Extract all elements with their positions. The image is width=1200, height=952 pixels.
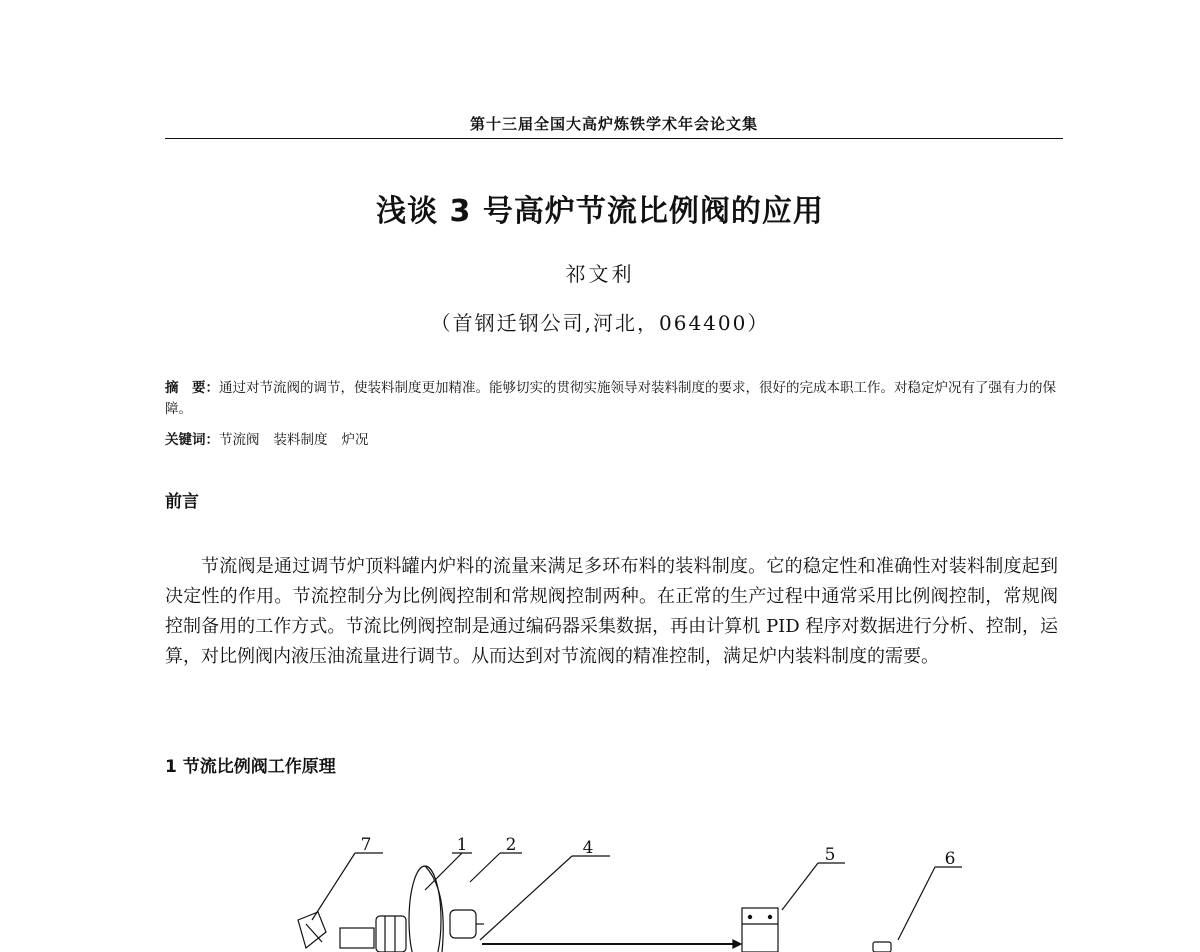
leader-line-1-diag bbox=[425, 853, 462, 890]
keywords bbox=[165, 428, 1063, 448]
header-rule bbox=[165, 138, 1063, 139]
figure-label: 7 bbox=[360, 835, 372, 855]
abstract-text: 通过对节流阀的调节，使装料制度更加精准。能够切实的贯彻实施领导对装料制度的要求，很好的完成本职工作。对稳定炉况有了强有力的保障。 bbox=[165, 380, 1056, 417]
valve-bolt bbox=[768, 915, 771, 918]
linkage-arm-hatch bbox=[306, 924, 322, 942]
intro-paragraph: 节流阀是通过调节炉顶料罐内炉料的流量来满足多环布料的装料制度。它的稳定性和准确性对装料制度起到决定性的作用。节流控制分为比例阀控制和常规阀控制两种。在正常的生产过程中通常采用比例阀控制，常规阀控制备用的工作方式。节流比例阀控制是通过编码器采集数据，再由计算机 PID 程序对数据进行分析、控制，运算，对比例阀内液压油流量进行调节。从而达到对节流阀的精准控制，满足炉内装料制度的需要。 bbox=[165, 556, 1058, 667]
valve-bolt bbox=[748, 915, 751, 918]
figure-label: 4 bbox=[582, 838, 594, 858]
encoder-cylinder bbox=[450, 910, 476, 938]
proportional-valve bbox=[742, 908, 778, 952]
figure-label: 6 bbox=[944, 849, 956, 869]
leader-line-4-diag bbox=[480, 856, 572, 940]
leader-line-2-diag bbox=[470, 853, 500, 882]
figure-label: 1 bbox=[456, 835, 468, 855]
running-header: 第十三届全国大高炉炼铁学术年会论文集 bbox=[469, 115, 758, 133]
valve-diagram bbox=[0, 820, 1200, 952]
shaft bbox=[340, 928, 374, 948]
affiliation: （首钢迁钢公司,河北，064400） bbox=[430, 311, 770, 335]
keyword-item: 装料制度 bbox=[273, 432, 328, 448]
abstract-label: 摘 要： bbox=[165, 380, 219, 396]
author: 祁文利 bbox=[565, 262, 635, 286]
keywords-label: 关键词： bbox=[165, 432, 219, 448]
figure-label: 2 bbox=[505, 835, 517, 855]
leader-line-6-diag bbox=[898, 867, 935, 940]
leader-line-7-diag bbox=[312, 853, 355, 920]
arrow-head bbox=[733, 940, 741, 948]
abstract bbox=[165, 378, 1063, 420]
coupling bbox=[376, 916, 406, 952]
part-6 bbox=[873, 942, 891, 952]
section-heading-intro: 前言 bbox=[165, 492, 199, 512]
section-heading-1: 1 节流比例阀工作原理 bbox=[165, 757, 336, 777]
leader-line-5-diag bbox=[782, 863, 818, 910]
keyword-item: 炉况 bbox=[341, 432, 369, 448]
figure-label: 5 bbox=[824, 845, 836, 865]
keyword-item: 节流阀 bbox=[219, 432, 260, 448]
paper-title: 浅谈 3 号高炉节流比例阀的应用 bbox=[376, 194, 824, 229]
